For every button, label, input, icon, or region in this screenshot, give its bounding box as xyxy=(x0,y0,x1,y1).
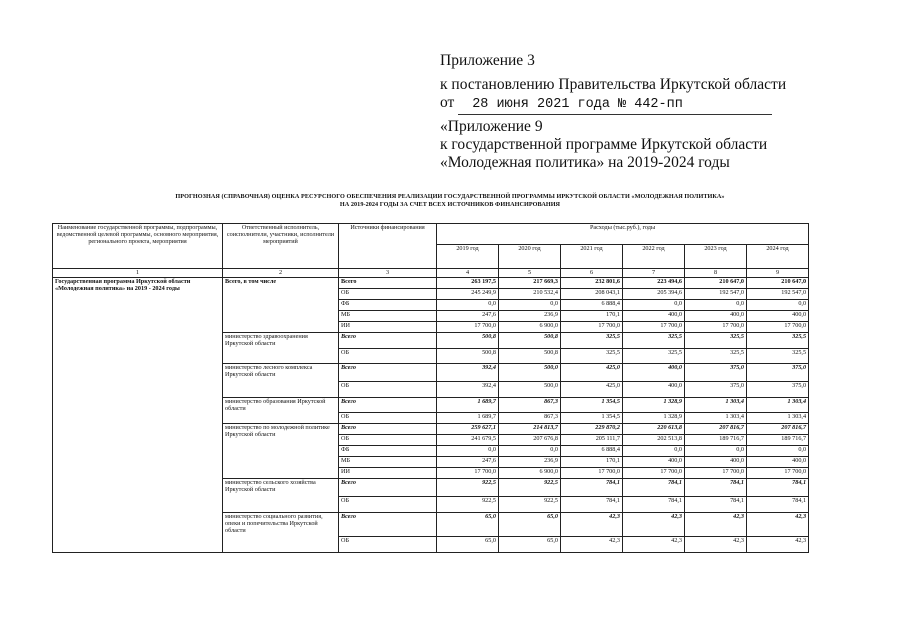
value-cell: 784,1 xyxy=(747,479,809,497)
financing-table xyxy=(52,223,809,553)
value-cell: 220 613,8 xyxy=(623,424,685,435)
source-cell: Всего xyxy=(339,333,437,349)
value-cell: 867,3 xyxy=(499,413,561,424)
value-cell: 325,5 xyxy=(685,333,747,349)
value-cell: 208 043,1 xyxy=(561,289,623,300)
value-cell: 325,5 xyxy=(561,333,623,349)
value-cell: 1 328,9 xyxy=(623,398,685,413)
value-cell: 425,0 xyxy=(561,382,623,398)
program-ref: к государственной программе Иркутской области xyxy=(440,136,768,153)
col-number: 2 xyxy=(223,269,339,278)
value-cell: 42,3 xyxy=(561,537,623,553)
table-row xyxy=(53,278,809,289)
value-cell: 784,1 xyxy=(747,497,809,513)
executor-cell: министерство здравоохранения Иркутской области xyxy=(223,333,339,364)
source-cell: ФБ xyxy=(339,446,437,457)
value-cell: 210 647,0 xyxy=(685,278,747,289)
header-row-numbers xyxy=(53,269,809,278)
value-cell: 245 249,9 xyxy=(437,289,499,300)
col-header-name: Наименование государственной программы, подпрограммы, ведомственной целевой программы, основного мероприятия, регионального проекта, мероприятия xyxy=(53,224,223,269)
source-cell: ФБ xyxy=(339,300,437,311)
executor-cell: министерство сельского хозяйства Иркутской области xyxy=(223,479,339,513)
source-cell: Всего xyxy=(339,364,437,382)
executor-cell: министерство социального развития, опеки и попечительства Иркутской области xyxy=(223,513,339,553)
value-cell: 0,0 xyxy=(499,446,561,457)
value-cell: 210 532,4 xyxy=(499,289,561,300)
value-cell: 0,0 xyxy=(437,446,499,457)
value-cell: 210 647,0 xyxy=(747,278,809,289)
value-cell: 325,5 xyxy=(747,333,809,349)
value-cell: 17 700,0 xyxy=(747,322,809,333)
value-cell: 400,0 xyxy=(623,311,685,322)
value-cell: 400,0 xyxy=(623,364,685,382)
value-cell: 400,0 xyxy=(623,382,685,398)
year-header: 2024 год xyxy=(747,245,809,269)
value-cell: 207 816,7 xyxy=(685,424,747,435)
year-header: 2019 год xyxy=(437,245,499,269)
value-cell: 17 700,0 xyxy=(623,468,685,479)
executor-cell: министерство по молодежной политике Иркутской области xyxy=(223,424,339,479)
value-cell: 1 303,4 xyxy=(747,413,809,424)
value-cell: 232 801,6 xyxy=(561,278,623,289)
value-cell: 375,0 xyxy=(747,382,809,398)
value-cell: 6 888,4 xyxy=(561,446,623,457)
value-cell: 236,9 xyxy=(499,311,561,322)
value-cell: 42,3 xyxy=(561,513,623,537)
value-cell: 375,0 xyxy=(685,364,747,382)
value-cell: 922,5 xyxy=(499,497,561,513)
value-cell: 1 354,5 xyxy=(561,398,623,413)
source-cell: ОБ xyxy=(339,289,437,300)
value-cell: 392,4 xyxy=(437,382,499,398)
value-cell: 229 870,2 xyxy=(561,424,623,435)
value-cell: 400,0 xyxy=(747,457,809,468)
value-cell: 1 303,4 xyxy=(685,398,747,413)
value-cell: 325,5 xyxy=(623,349,685,364)
source-cell: Всего xyxy=(339,479,437,497)
value-cell: 784,1 xyxy=(685,497,747,513)
value-cell: 17 700,0 xyxy=(747,468,809,479)
table-title-line-1: ПРОГНОЗНАЯ (СПРАВОЧНАЯ) ОЦЕНКА РЕСУРСНОГО ОБЕСПЕЧЕНИЯ РЕАЛИЗАЦИИ ГОСУДАРСТВЕННОЙ ПРОГРАММЫ ИРКУТСКОЙ ОБЛАСТИ «МОЛОДЕЖНАЯ ПОЛИТИКА» xyxy=(175,193,725,200)
value-cell: 223 494,6 xyxy=(623,278,685,289)
col-header-executor: Ответственный исполнитель, соисполнители, участники, исполнители мероприятий xyxy=(223,224,339,269)
source-cell: ИИ xyxy=(339,468,437,479)
resolution-date-number: 28 июня 2021 года № 442-пп xyxy=(458,96,772,115)
year-header: 2023 год xyxy=(685,245,747,269)
col-number: 7 xyxy=(623,269,685,278)
executor-cell: министерство образования Иркутской области xyxy=(223,398,339,424)
value-cell: 500,8 xyxy=(437,333,499,349)
value-cell: 0,0 xyxy=(623,446,685,457)
value-cell: 0,0 xyxy=(437,300,499,311)
value-cell: 392,4 xyxy=(437,364,499,382)
value-cell: 17 700,0 xyxy=(437,468,499,479)
value-cell: 6 900,0 xyxy=(499,322,561,333)
col-number: 8 xyxy=(685,269,747,278)
value-cell: 325,5 xyxy=(685,349,747,364)
appendix-label: Приложение 3 xyxy=(440,52,535,69)
value-cell: 6 888,4 xyxy=(561,300,623,311)
value-cell: 17 700,0 xyxy=(561,468,623,479)
source-cell: Всего xyxy=(339,513,437,537)
value-cell: 500,0 xyxy=(499,364,561,382)
value-cell: 400,0 xyxy=(685,457,747,468)
value-cell: 189 716,7 xyxy=(685,435,747,446)
inner-appendix-label: «Приложение 9 xyxy=(440,118,543,135)
value-cell: 400,0 xyxy=(623,457,685,468)
financing-table-body xyxy=(53,278,809,553)
value-cell: 1 303,4 xyxy=(747,398,809,413)
value-cell: 205 111,7 xyxy=(561,435,623,446)
value-cell: 6 900,0 xyxy=(499,468,561,479)
value-cell: 217 669,3 xyxy=(499,278,561,289)
value-cell: 189 716,7 xyxy=(747,435,809,446)
value-cell: 202 513,8 xyxy=(623,435,685,446)
value-cell: 42,3 xyxy=(685,537,747,553)
value-cell: 17 700,0 xyxy=(437,322,499,333)
value-cell: 214 813,7 xyxy=(499,424,561,435)
value-cell: 65,0 xyxy=(437,537,499,553)
value-cell: 1 328,9 xyxy=(623,413,685,424)
value-cell: 17 700,0 xyxy=(561,322,623,333)
from-prefix: от xyxy=(440,94,455,111)
value-cell: 65,0 xyxy=(499,513,561,537)
value-cell: 259 627,1 xyxy=(437,424,499,435)
value-cell: 400,0 xyxy=(747,311,809,322)
value-cell: 247,6 xyxy=(437,457,499,468)
value-cell: 0,0 xyxy=(685,300,747,311)
value-cell: 241 679,5 xyxy=(437,435,499,446)
value-cell: 500,8 xyxy=(437,349,499,364)
source-cell: ОБ xyxy=(339,413,437,424)
value-cell: 207 816,7 xyxy=(747,424,809,435)
value-cell: 192 547,0 xyxy=(685,289,747,300)
col-number: 3 xyxy=(339,269,437,278)
value-cell: 1 689,7 xyxy=(437,413,499,424)
value-cell: 922,5 xyxy=(437,497,499,513)
value-cell: 205 394,6 xyxy=(623,289,685,300)
source-cell: ОБ xyxy=(339,497,437,513)
source-cell: ИИ xyxy=(339,322,437,333)
value-cell: 867,3 xyxy=(499,398,561,413)
value-cell: 922,5 xyxy=(499,479,561,497)
col-number: 4 xyxy=(437,269,499,278)
value-cell: 500,8 xyxy=(499,333,561,349)
source-cell: Всего xyxy=(339,278,437,289)
value-cell: 375,0 xyxy=(685,382,747,398)
year-header: 2022 год xyxy=(623,245,685,269)
header-row-1 xyxy=(53,224,809,245)
table-title-line-2: НА 2019-2024 ГОДЫ ЗА СЧЕТ ВСЕХ ИСТОЧНИКОВ ФИНАНСИРОВАНИЯ xyxy=(339,201,561,208)
source-cell: Всего xyxy=(339,424,437,435)
value-cell: 42,3 xyxy=(623,537,685,553)
value-cell: 0,0 xyxy=(747,446,809,457)
value-cell: 784,1 xyxy=(685,479,747,497)
value-cell: 325,5 xyxy=(623,333,685,349)
value-cell: 400,0 xyxy=(685,311,747,322)
program-name: «Молодежная политика» на 2019-2024 годы xyxy=(440,154,730,171)
document-header xyxy=(440,52,786,112)
value-cell: 0,0 xyxy=(623,300,685,311)
col-header-source: Источники финансирования xyxy=(339,224,437,269)
col-number: 6 xyxy=(561,269,623,278)
col-header-expenses: Расходы (тыс.руб.), годы xyxy=(437,224,809,245)
executor-cell: министерство лесного комплекса Иркутской области xyxy=(223,364,339,398)
value-cell: 236,9 xyxy=(499,457,561,468)
value-cell: 500,8 xyxy=(499,349,561,364)
value-cell: 425,0 xyxy=(561,364,623,382)
value-cell: 207 676,8 xyxy=(499,435,561,446)
value-cell: 0,0 xyxy=(747,300,809,311)
value-cell: 170,1 xyxy=(561,311,623,322)
col-number: 5 xyxy=(499,269,561,278)
source-cell: Всего xyxy=(339,398,437,413)
value-cell: 784,1 xyxy=(561,497,623,513)
program-name-cell: Государственная программа Иркутской области «Молодежная политика» на 2019 - 2024 годы xyxy=(53,278,223,553)
value-cell: 0,0 xyxy=(685,446,747,457)
value-cell: 325,5 xyxy=(561,349,623,364)
source-cell: ОБ xyxy=(339,349,437,364)
value-cell: 1 689,7 xyxy=(437,398,499,413)
value-cell: 784,1 xyxy=(623,497,685,513)
value-cell: 17 700,0 xyxy=(623,322,685,333)
value-cell: 784,1 xyxy=(623,479,685,497)
resolution-date-line xyxy=(440,94,786,112)
value-cell: 65,0 xyxy=(499,537,561,553)
value-cell: 325,5 xyxy=(747,349,809,364)
source-cell: МБ xyxy=(339,311,437,322)
value-cell: 17 700,0 xyxy=(685,322,747,333)
source-cell: ОБ xyxy=(339,537,437,553)
value-cell: 65,0 xyxy=(437,513,499,537)
value-cell: 42,3 xyxy=(747,537,809,553)
value-cell: 375,0 xyxy=(747,364,809,382)
table-title xyxy=(60,193,840,209)
value-cell: 42,3 xyxy=(623,513,685,537)
source-cell: ОБ xyxy=(339,435,437,446)
year-header: 2021 год xyxy=(561,245,623,269)
value-cell: 192 547,0 xyxy=(747,289,809,300)
value-cell: 0,0 xyxy=(499,300,561,311)
value-cell: 42,3 xyxy=(747,513,809,537)
year-header: 2020 год xyxy=(499,245,561,269)
value-cell: 17 700,0 xyxy=(685,468,747,479)
value-cell: 170,1 xyxy=(561,457,623,468)
col-number: 9 xyxy=(747,269,809,278)
col-number: 1 xyxy=(53,269,223,278)
source-cell: МБ xyxy=(339,457,437,468)
value-cell: 263 197,5 xyxy=(437,278,499,289)
value-cell: 1 303,4 xyxy=(685,413,747,424)
inner-appendix-header xyxy=(440,118,767,172)
executor-cell: Всего, в том числе xyxy=(223,278,339,333)
resolution-ref: к постановлению Правительства Иркутской области xyxy=(440,76,787,93)
value-cell: 784,1 xyxy=(561,479,623,497)
value-cell: 1 354,5 xyxy=(561,413,623,424)
source-cell: ОБ xyxy=(339,382,437,398)
value-cell: 500,0 xyxy=(499,382,561,398)
value-cell: 922,5 xyxy=(437,479,499,497)
value-cell: 247,6 xyxy=(437,311,499,322)
value-cell: 42,3 xyxy=(685,513,747,537)
